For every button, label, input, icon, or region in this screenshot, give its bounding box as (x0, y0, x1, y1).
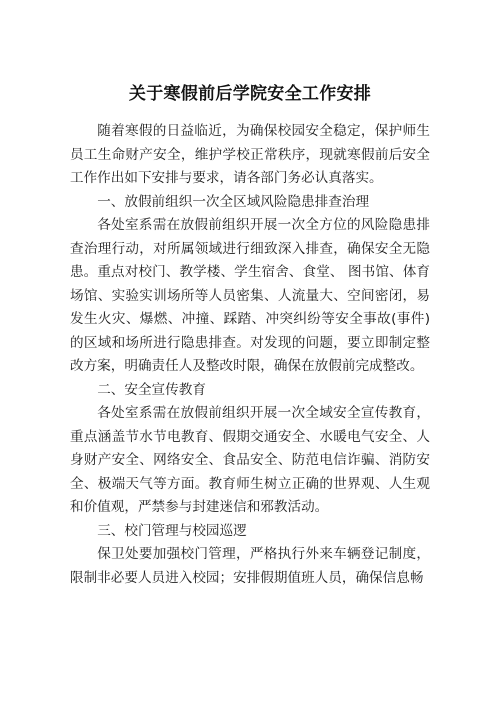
section-2-body: 各处室系需在放假前组织开展一次全域安全宣传教育，重点涵盖节水节电教育、假期交通安全、水暖电气安全、人身财产安全、网络安全、食品安全、防范电信诈骗、消防安全、极端天气等方面。教育师生树立正确的世界观、人生观和价值观，严禁参与封建迷信和邪教活动。 (70, 405, 430, 515)
section-2-heading: 二、安全宣传教育 (97, 381, 206, 398)
section-1-body: 各处室系需在放假前组织开展一次全方位的风险隐患排查治理行动，对所属领域进行细致深入排查，确保安全无隐患。重点对校门、教学楼、学生宿舍、食堂、 图书馆、体育场馆、实验实训场所等人员密集、人流量大、空间密闭，易发生火灾、爆燃、冲撞、踩踏、冲突纠纷等安全事故(事件)的区域和场所进行隐患排查。对发现的问题，要立即制定整改方案，明确责任人及整改时限，确保在放假前完成整改。 (70, 217, 430, 374)
document-title: 关于寒假前后学院安全工作安排 (128, 84, 372, 104)
section-3-body: 保卫处要加强校门管理，严格执行外来车辆登记制度，限制非必要人员进入校园；安排假期值班人员，确保信息畅 (70, 546, 430, 586)
section-1-heading: 一、放假前组织一次全区域风险隐患排查治理 (97, 193, 370, 210)
section-3-heading: 三、校门管理与校园巡逻 (97, 522, 247, 539)
intro-paragraph: 随着寒假的日益临近，为确保校园安全稳定，保护师生员工生命财产安全，维护学校正常秩序，现就寒假前后安全工作作出如下安排与要求，请各部门务必认真落实。 (70, 123, 430, 186)
